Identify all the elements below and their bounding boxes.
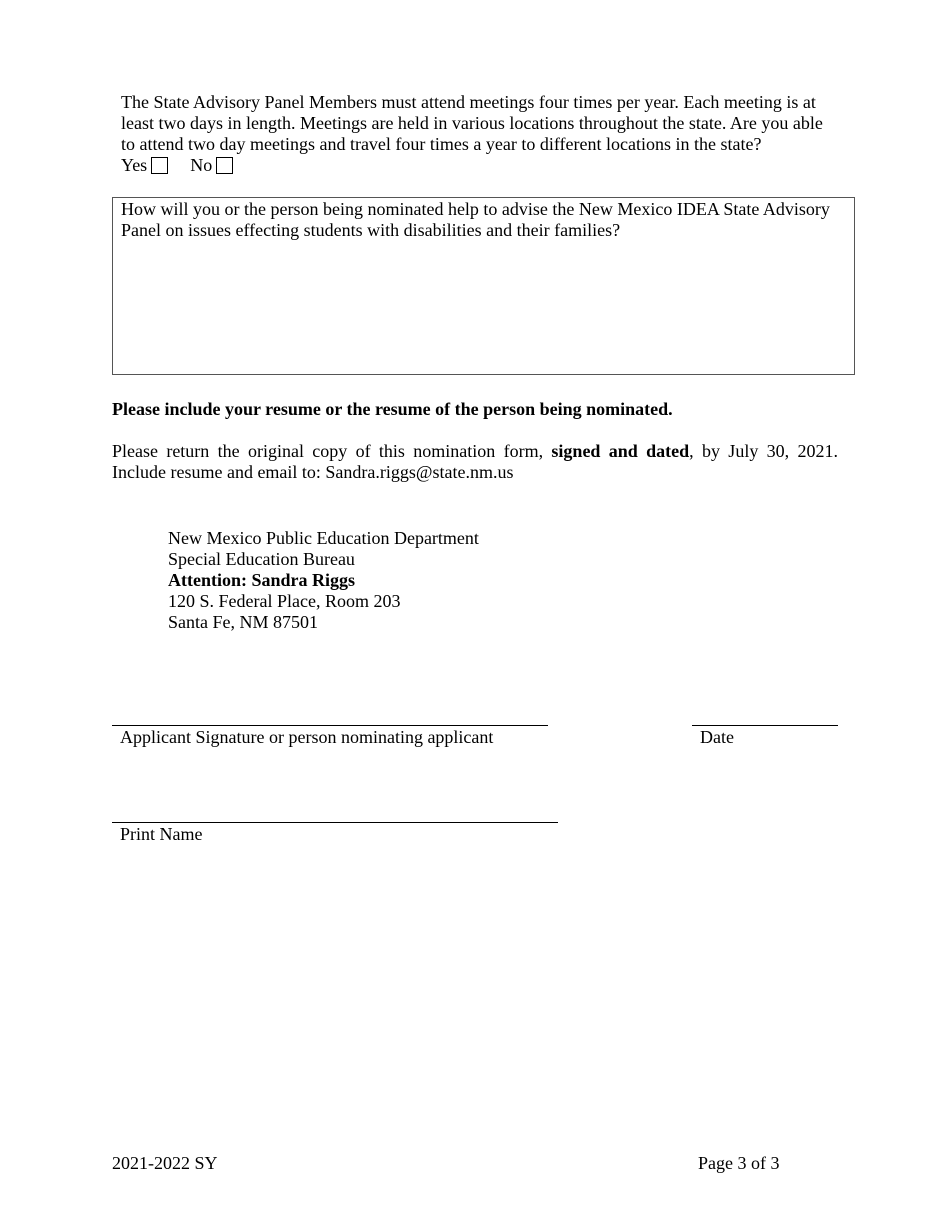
date-line[interactable] — [692, 725, 838, 726]
advise-question: How will you or the person being nominated help to advise the New Mexico IDEA State Advisory Panel on issues effecting students with disabilities and their families? — [121, 199, 830, 240]
return-text-after: , by July 30, 2021. Include resume and email to: Sandra.riggs@state.nm.us — [112, 441, 838, 482]
return-instructions — [112, 441, 838, 483]
return-text-bold: signed and dated — [551, 441, 690, 461]
address-city: Santa Fe, NM 87501 — [168, 612, 318, 632]
no-option[interactable] — [190, 155, 233, 176]
print-name-line[interactable] — [112, 822, 558, 823]
yes-checkbox[interactable] — [151, 157, 168, 174]
address-line2: Special Education Bureau — [168, 549, 355, 569]
yes-label: Yes — [121, 155, 148, 175]
no-checkbox[interactable] — [216, 157, 233, 174]
print-name-label: Print Name — [120, 824, 203, 844]
attendance-question: The State Advisory Panel Members must attend meetings four times per year. Each meeting is at least two days in length. Meetings are held in various locations throughout the state. Are you able to attend two day meetings and travel four times a year to different locations in the state? — [121, 92, 823, 154]
advise-answer-box[interactable] — [112, 197, 855, 375]
resume-note: Please include your resume or the resume of the person being nominated. — [112, 399, 673, 419]
address-attention: Attention: Sandra Riggs — [168, 570, 356, 590]
attendance-section — [121, 92, 841, 176]
no-label: No — [190, 155, 213, 175]
signature-line[interactable] — [112, 725, 548, 726]
return-text-before: Please return the original copy of this nomination form, — [112, 441, 552, 461]
yes-option[interactable] — [121, 155, 168, 176]
signature-label: Applicant Signature or person nominating applicant — [120, 727, 494, 747]
footer-year: 2021-2022 SY — [112, 1153, 218, 1173]
address-line1: New Mexico Public Education Department — [168, 528, 479, 548]
date-label: Date — [700, 727, 734, 747]
footer-page-number: Page 3 of 3 — [698, 1153, 780, 1173]
mailing-address — [168, 528, 479, 633]
address-street: 120 S. Federal Place, Room 203 — [168, 591, 401, 611]
attendance-options — [121, 155, 841, 176]
